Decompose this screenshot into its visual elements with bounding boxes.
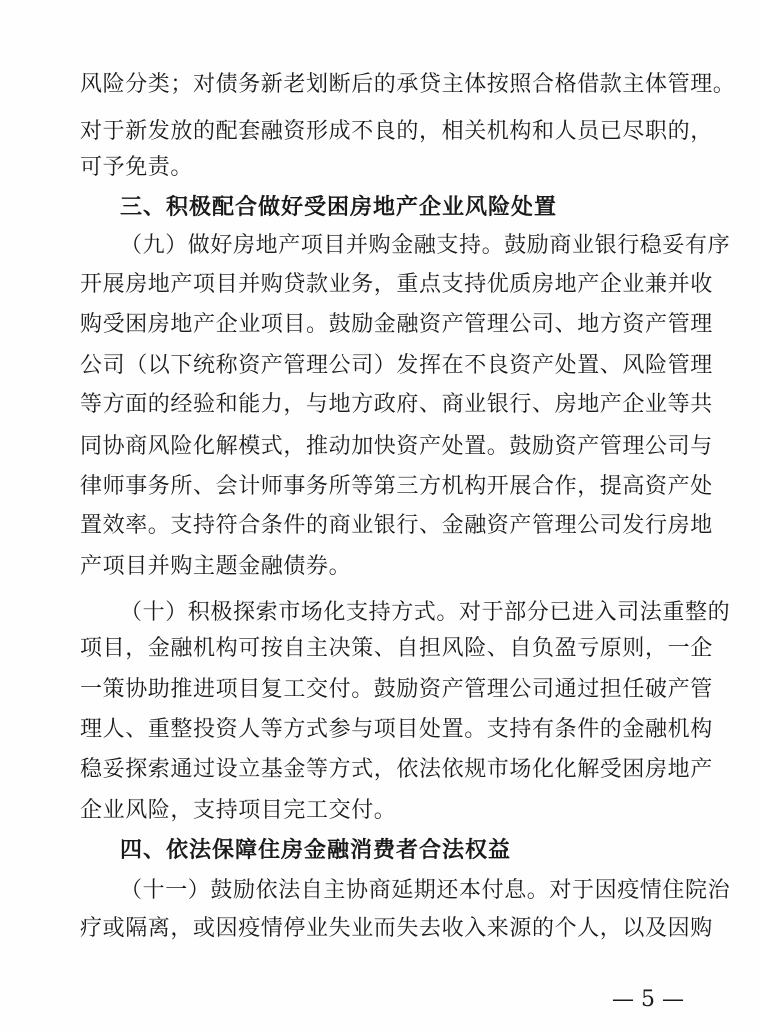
text-line: 等方面的经验和能力，与地方政府、商业银行、房地产企业等共 xyxy=(80,392,713,417)
text-line: 公司（以下统称资产管理公司）发挥在不良资产处置、风险管理 xyxy=(80,353,713,378)
text-line: （十一）鼓励依法自主协商延期还本付息。对于因疫情住院治 xyxy=(120,878,731,903)
section-heading: 四、依法保障住房金融消费者合法权益 xyxy=(120,838,512,863)
text-line: 对于新发放的配套融资形成不良的，相关机构和人员已尽职的， xyxy=(80,119,713,144)
text-line: 置效率。支持符合条件的商业银行、金融资产管理公司发行房地 xyxy=(80,513,713,538)
text-line: 疗或隔离，或因疫情停业失业而失去收入来源的个人，以及因购 xyxy=(80,916,713,941)
text-line: 稳妥探索通过设立基金等方式，依法依规市场化化解受困房地产 xyxy=(80,757,713,782)
text-line: 一策协助推进项目复工交付。鼓励资产管理公司通过担任破产管 xyxy=(80,677,713,702)
text-line: 企业风险，支持项目完工交付。 xyxy=(80,798,397,823)
text-line: 开展房地产项目并购贷款业务，重点支持优质房地产企业兼并收 xyxy=(80,272,713,297)
text-line: （九）做好房地产项目并购金融支持。鼓励商业银行稳妥有序 xyxy=(120,233,731,258)
text-line: 购受困房地产企业项目。鼓励金融资产管理公司、地方资产管理 xyxy=(80,312,713,337)
text-line: 项目，金融机构可按自主决策、自担风险、自负盈亏原则，一企 xyxy=(80,636,713,661)
page-number: — 5 — xyxy=(612,987,684,1012)
text-line: 律师事务所、会计师事务所等第三方机构开展合作，提高资产处 xyxy=(80,474,713,499)
text-line: 理人、重整投资人等方式参与项目处置。支持有条件的金融机构 xyxy=(80,717,713,742)
text-line: 产项目并购主题金融债券。 xyxy=(80,554,352,579)
text-line: 同协商风险化解模式，推动加快资产处置。鼓励资产管理公司与 xyxy=(80,434,713,459)
text-line: 可予免责。 xyxy=(80,155,194,180)
text-line: 风险分类；对债务新老划断后的承贷主体按照合格借款主体管理。 xyxy=(80,72,736,97)
text-line: （十）积极探索市场化支持方式。对于部分已进入司法重整的 xyxy=(120,600,731,625)
section-heading: 三、积极配合做好受困房地产企业风险处置 xyxy=(120,195,558,220)
